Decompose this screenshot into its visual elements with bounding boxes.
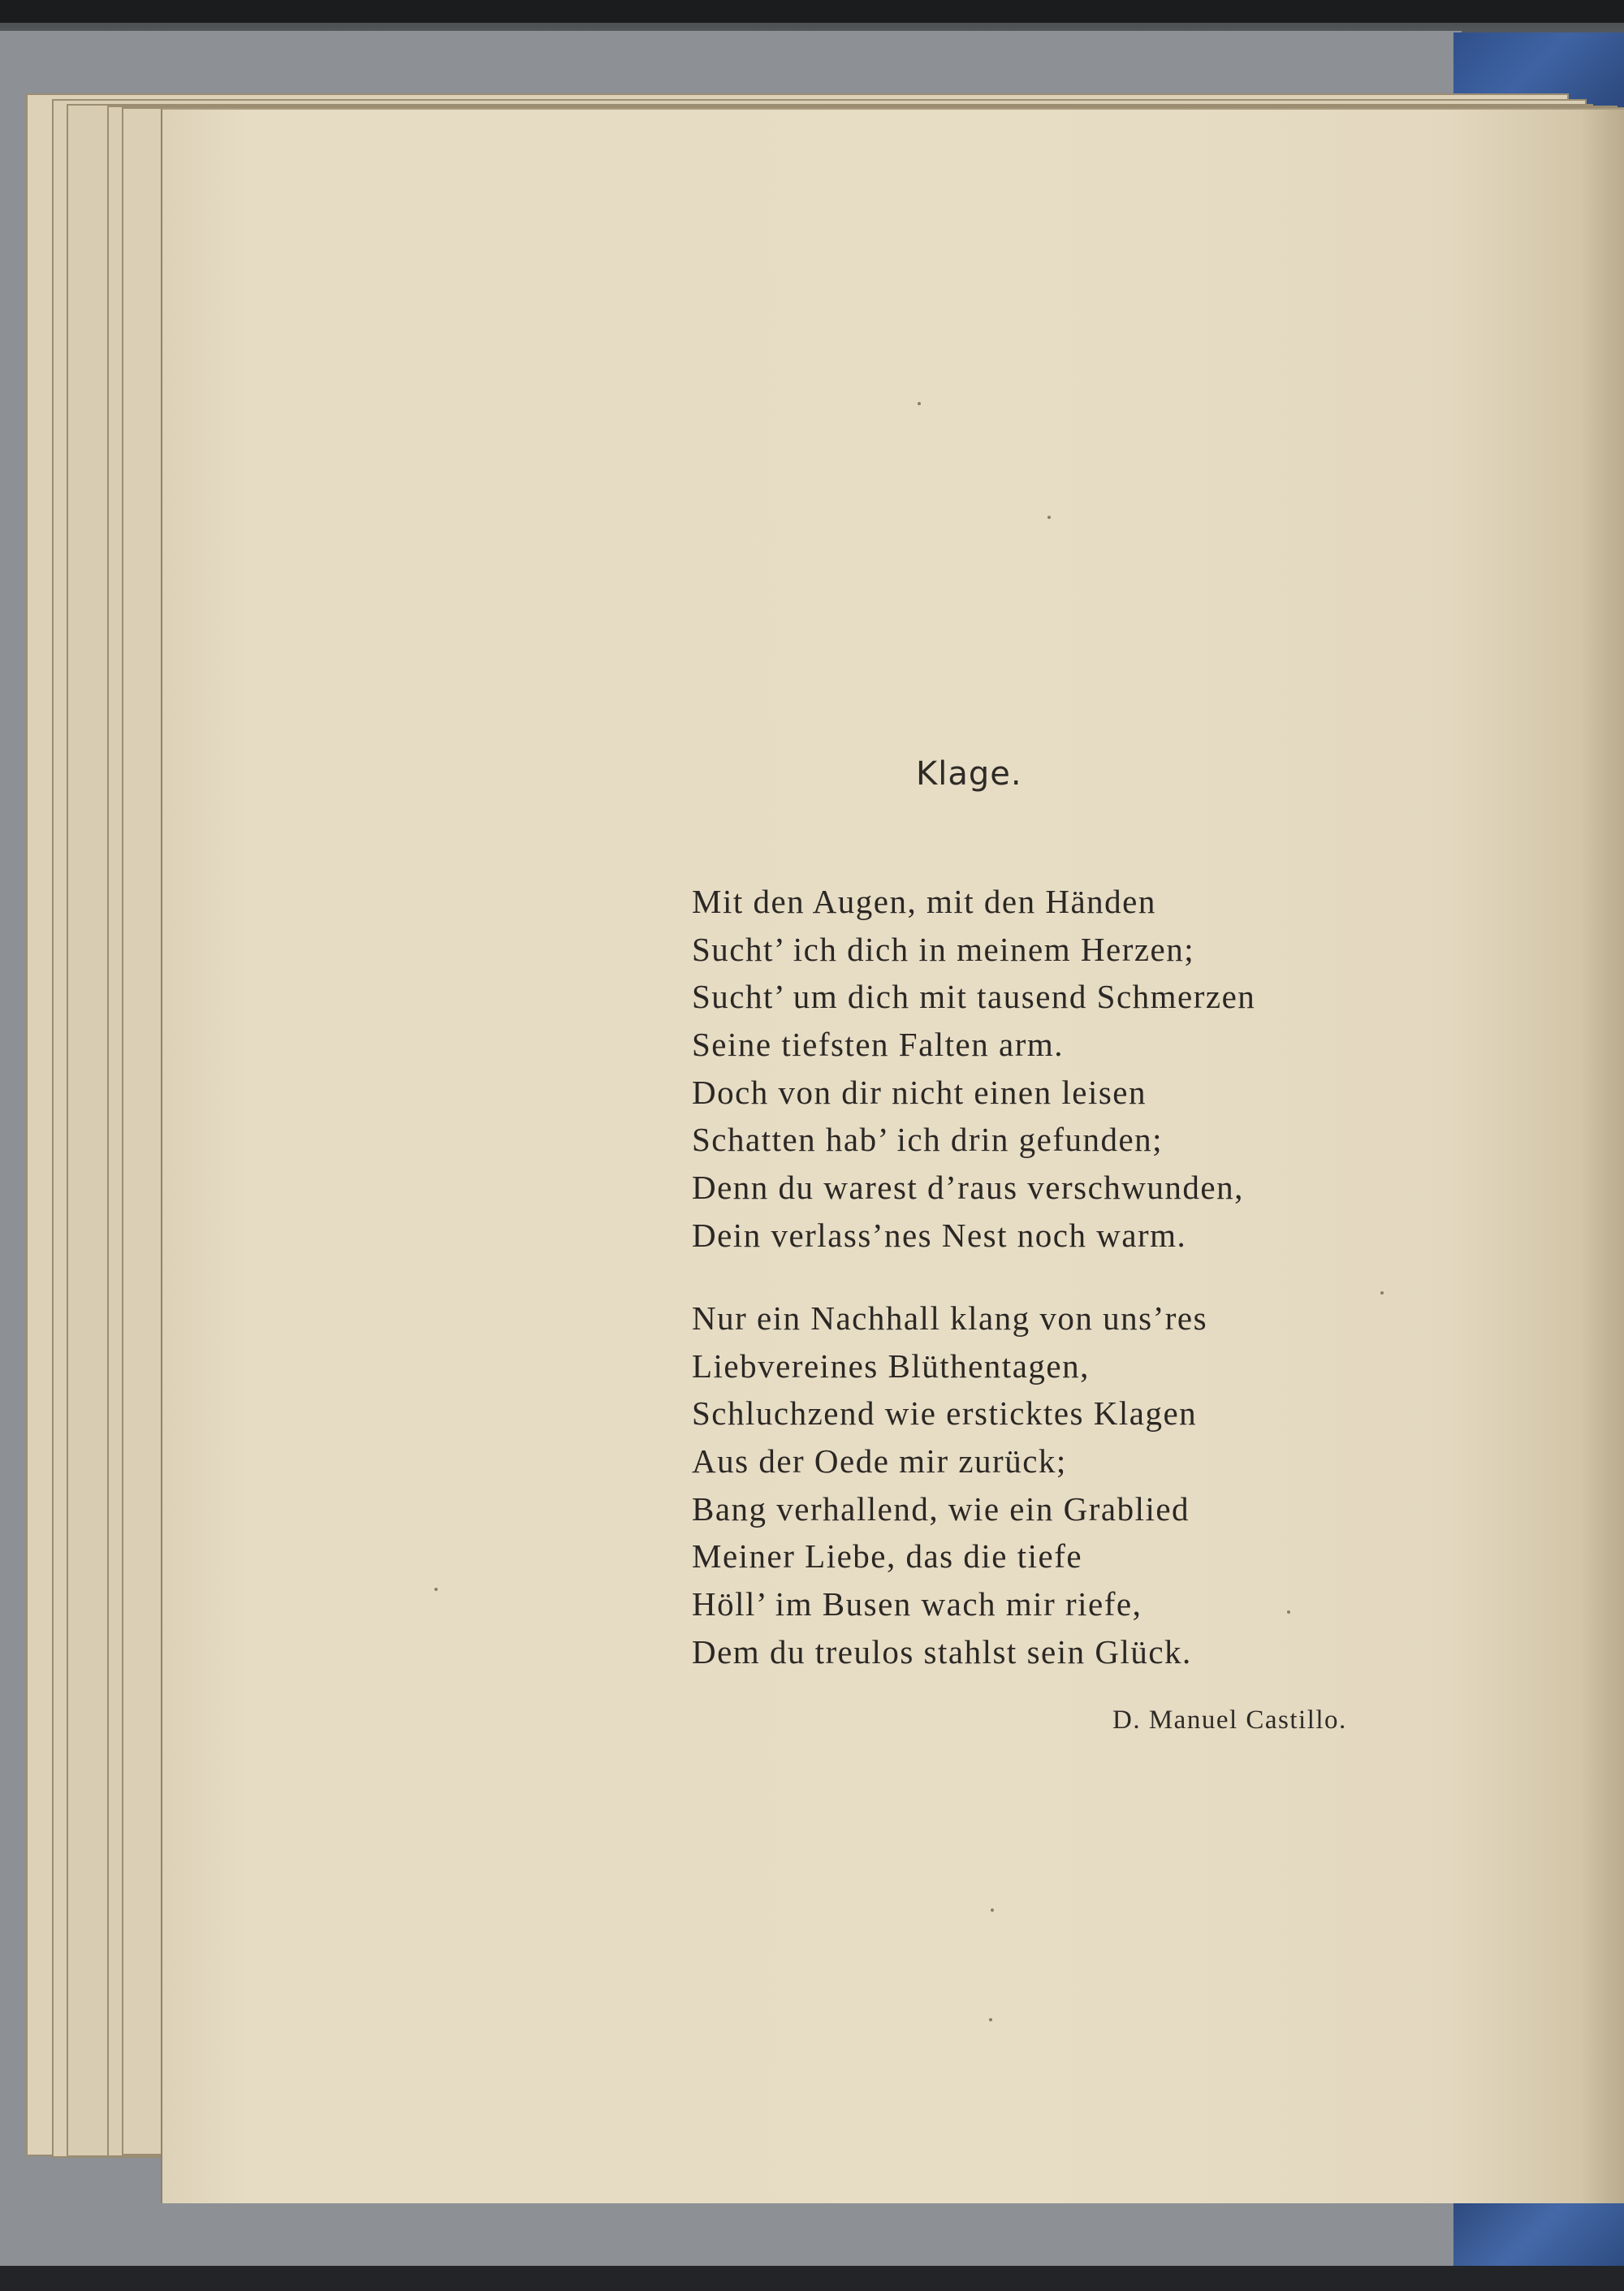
paper-speck — [918, 402, 921, 405]
poem-line: Höll’ im Busen wach mir riefe, — [692, 1585, 1142, 1623]
poem-stanza-1 — [692, 878, 1255, 1260]
poem-line: Nur ein Nachhall klang von uns’res — [692, 1299, 1208, 1337]
poem-line: Denn du warest d’raus verschwunden, — [692, 1169, 1244, 1207]
poem-stanza-2 — [692, 1295, 1207, 1676]
poem-line: Schluchzend wie ersticktes Klagen — [692, 1394, 1198, 1433]
poem-line: Dem du treulos stahlst sein Glück. — [692, 1632, 1192, 1671]
poem-line: Mit den Augen, mit den Händen — [692, 883, 1156, 920]
scanner-top-edge — [0, 0, 1624, 23]
poem-line: Liebvereines Blüthentagen, — [692, 1347, 1090, 1385]
poem-author: D. Manuel Castillo. — [1112, 1705, 1347, 1735]
paper-speck — [1047, 516, 1051, 519]
poem-line: Bang verhallend, wie ein Grablied — [692, 1489, 1190, 1528]
poem-line: Sucht’ um dich mit tausend Schmerzen — [692, 978, 1256, 1016]
poem-line: Meiner Liebe, das die tiefe — [692, 1537, 1083, 1576]
poem-line: Sucht’ ich dich in meinem Herzen; — [692, 930, 1195, 968]
paper-speck — [434, 1588, 438, 1591]
scanner-bottom-edge — [0, 2266, 1624, 2291]
paper-speck — [1287, 1610, 1290, 1614]
poem-line: Doch von dir nicht einen leisen — [692, 1073, 1147, 1111]
paper-speck — [991, 1908, 994, 1912]
poem-title: Klage. — [916, 755, 1022, 793]
poem-line: Aus der Oede mir zurück; — [692, 1442, 1067, 1481]
poem-line: Dein verlass’nes Nest noch warm. — [692, 1216, 1187, 1254]
poem-line: Seine tiefsten Falten arm. — [692, 1026, 1064, 1064]
paper-speck — [989, 2018, 992, 2021]
poem-line: Schatten hab’ ich drin gefunden; — [692, 1121, 1164, 1159]
paper-speck — [1380, 1291, 1384, 1295]
